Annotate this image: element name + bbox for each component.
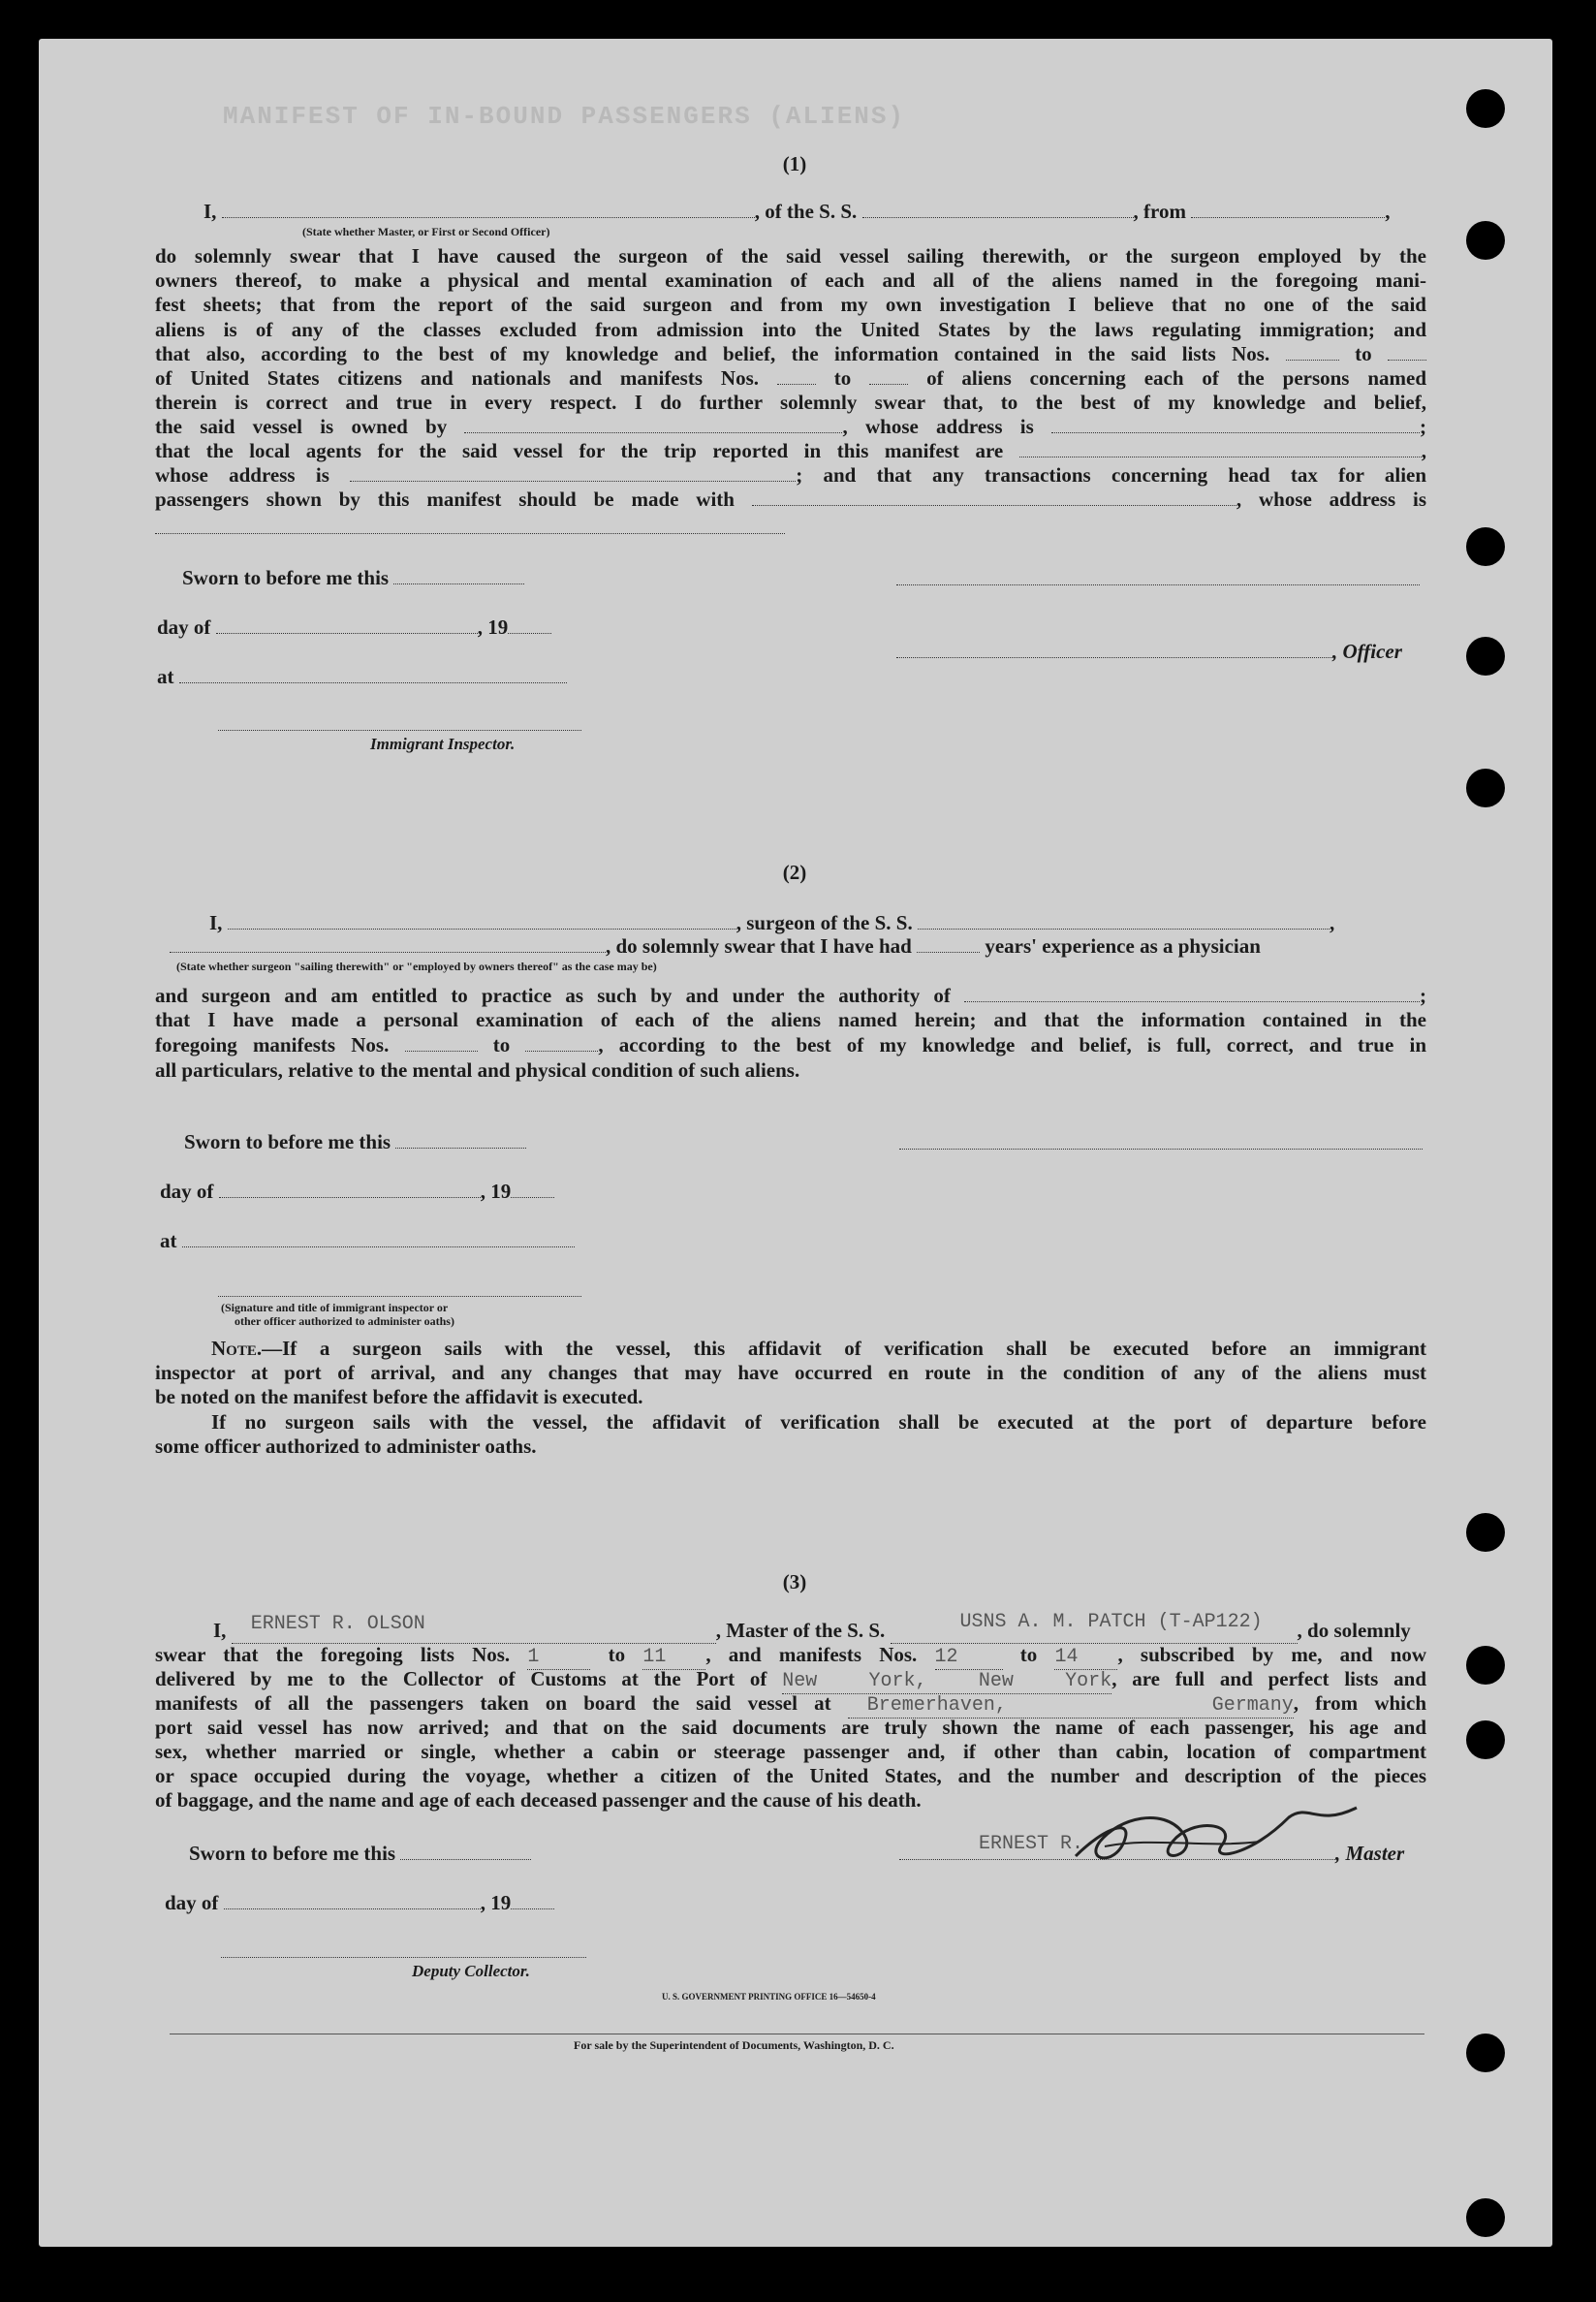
s1-sworn: Sworn to before me this (182, 566, 524, 590)
s1-officer-line: , Officer (896, 640, 1402, 664)
punch-hole (1466, 527, 1505, 566)
s1-text: aliens is of any of the classes excluded from admission into the United States by the laws regulating immigration; and (155, 318, 1426, 341)
s2-sworn: Sworn to before me this (184, 1130, 526, 1154)
s1-text: do solemnly swear that I have caused the surgeon of the said vessel sailing therewith, or the surgeon employed by the (155, 244, 1426, 268)
vessel-name-field[interactable]: USNS A. M. PATCH (T-AP122) (959, 1611, 1263, 1633)
section-number-1: (1) (782, 152, 807, 175)
punch-hole (1466, 1720, 1505, 1759)
s3-dayof: day of , 19 (165, 1891, 554, 1915)
gpo-imprint: U. S. GOVERNMENT PRINTING OFFICE 16—54650-4 (662, 1992, 876, 2002)
s2-note: some officer authorized to administer oaths. (155, 1435, 537, 1458)
s3-sworn: Sworn to before me this (189, 1842, 531, 1866)
manifest-from-field[interactable]: 12 (934, 1646, 958, 1668)
s1-dayof: day of , 19 (157, 615, 551, 640)
handwritten-signature (1066, 1788, 1376, 1876)
s3-line-1: I, ERNEST R. OLSON , Master of the S. S. USNS A. M. PATCH (T-AP122) , do solemnly (213, 1611, 1411, 1642)
s1-inspector: Immigrant Inspector. (370, 735, 516, 753)
s1-text: passengers shown by this manifest should be made with , whose address is (155, 488, 1427, 511)
s1-text: owners thereof, to make a physical and mental examination of each and all of the aliens named in the foregoing mani- (155, 268, 1426, 292)
punch-hole (1466, 89, 1505, 128)
s2-note: If no surgeon sails with the vessel, the affidavit of verification shall be executed at the port of departure before (211, 1410, 1426, 1434)
punch-hole (1466, 2198, 1505, 2237)
list-to-field[interactable]: 11 (642, 1646, 667, 1668)
s2-caption: (State whether surgeon "sailing therewith" or "employed by owners thereof" as the case may be) (176, 960, 657, 973)
s3-text: manifests of all the passengers taken on board the said vessel at Bremerhaven, Germany, from which (155, 1691, 1427, 1717)
s1-text: whose address is ; and that any transactions concerning head tax for alien (155, 463, 1427, 487)
s2-text: and surgeon and am entitled to practice as such by and under the authority of ; (155, 984, 1426, 1007)
punch-hole (1466, 2034, 1505, 2072)
faded-header: MANIFEST OF IN-BOUND PASSENGERS (ALIENS) (223, 102, 906, 131)
port-field[interactable]: New York, New York (782, 1670, 1112, 1692)
origin-port-field[interactable]: Bremerhaven, Germany (866, 1694, 1294, 1717)
s1-text: that also, according to the best of my knowledge and belief, the information contained in the said lists Nos. to (155, 342, 1426, 366)
s2-dayof: day of , 19 (160, 1180, 554, 1204)
s2-text: all particulars, relative to the mental and physical condition of such aliens. (155, 1058, 800, 1082)
s3-text: delivered by me to the Collector of Customs at the Port of New York, New York, are full and perfect lists and (155, 1667, 1426, 1692)
section-number-2: (2) (782, 861, 807, 884)
list-from-field[interactable]: 1 (527, 1646, 540, 1668)
s2-sig-caption: other officer authorized to administer oaths) (235, 1314, 454, 1328)
punch-hole (1466, 769, 1505, 807)
s2-sig-caption: (Signature and title of immigrant inspector or (221, 1301, 449, 1314)
s2-at: at (160, 1229, 575, 1253)
footer-text: For sale by the Superintendent of Documents, Washington, D. C. (574, 2038, 894, 2052)
s2-line-1: I, , surgeon of the S. S. , (209, 911, 1335, 934)
s1-text: the said vessel is owned by , whose address is ; (155, 415, 1427, 438)
s2-text: that I have made a personal examination of each of the aliens named herein; and that the information contained in the (155, 1008, 1426, 1031)
s2-line-2: , do solemnly swear that I have had years' experience as a physician (170, 934, 1261, 959)
s1-text: fest sheets; that from the report of the said surgeon and from my own investigation I believe that no one of the said (155, 293, 1426, 316)
s2-note: Note.—If a surgeon sails with the vessel, this affidavit of verification shall be executed before an immigrant (211, 1337, 1426, 1360)
s1-text: that the local agents for the said vessel for the trip reported in this manifest are , (155, 439, 1427, 462)
master-name-field[interactable]: ERNEST R. OLSON (250, 1613, 425, 1635)
punch-hole (1466, 637, 1505, 676)
s2-note: be noted on the manifest before the affidavit is executed. (155, 1385, 643, 1408)
s1-text: of United States citizens and nationals and manifests Nos. to of aliens concerning each of the persons named (155, 366, 1427, 390)
s1-at: at (157, 665, 567, 689)
s3-text: swear that the foregoing lists Nos. 1 to 11 , and manifests Nos. 12 to 14 , subscribed by me, and now (155, 1643, 1427, 1668)
s3-deputy: Deputy Collector. (412, 1962, 530, 1980)
s3-master-line: , Master (899, 1842, 1404, 1866)
s2-text: foregoing manifests Nos. to , according to the best of my knowledge and belief, is full, correct, and true in (155, 1033, 1426, 1056)
punch-hole (1466, 221, 1505, 260)
s3-text: of baggage, and the name and age of each deceased passenger and the cause of his death. (155, 1788, 922, 1812)
s2-note: inspector at port of arrival, and any changes that may have occurred en route in the condition of any of the aliens must (155, 1361, 1426, 1384)
s1-caption: (State whether Master, or First or Second Officer) (302, 225, 550, 238)
s3-text: port said vessel has now arrived; and that on the said documents are truly shown the name of each passenger, his age and (155, 1716, 1426, 1739)
section-number-3: (3) (782, 1570, 807, 1593)
manifest-to-field[interactable]: 14 (1054, 1646, 1079, 1668)
s1-text: therein is correct and true in every respect. I do further solemnly swear that, to the best of my knowledge and belief, (155, 391, 1426, 414)
s3-text: or space occupied during the voyage, whether a citizen of the United States, and the number and description of the pieces (155, 1764, 1426, 1787)
punch-hole (1466, 1513, 1505, 1552)
typed-signature-name: ERNEST R. (979, 1833, 1084, 1855)
punch-hole (1466, 1646, 1505, 1685)
s3-text: sex, whether married or single, whether a cabin or steerage passenger and, if other than cabin, location of compartment (155, 1740, 1426, 1763)
s1-line-1: I, , of the S. S. , from , (203, 200, 1391, 223)
